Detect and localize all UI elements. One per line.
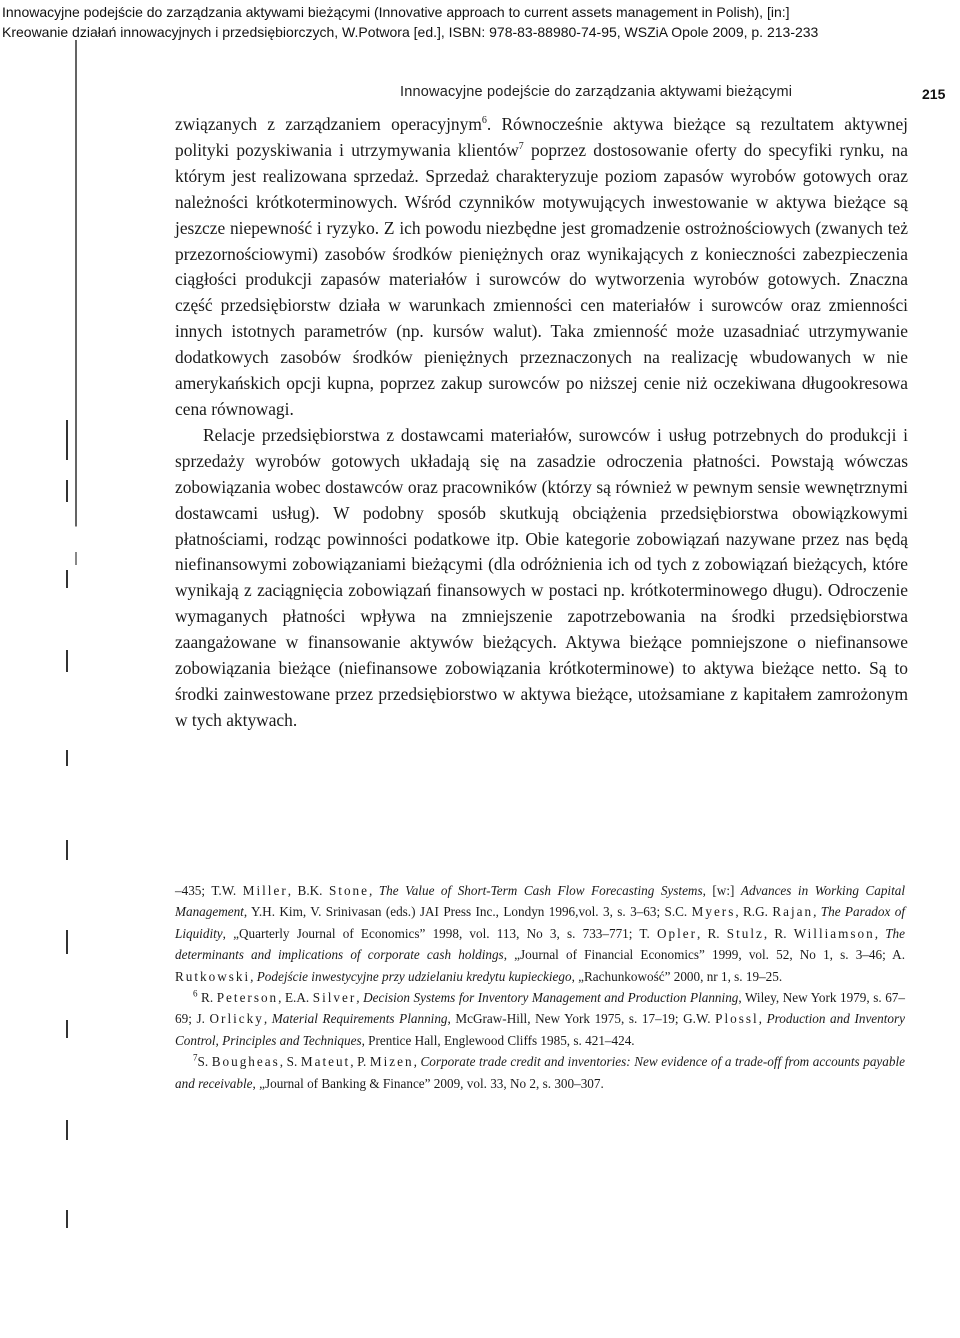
footnotes xyxy=(175,880,905,1094)
citation-line-2: Kreowanie działań innowacyjnych i przedsiębiorczych, W.Potwora [ed.], ISBN: 978-83-88980-74-95, WSZiA Opole 2009, p. 213-233 xyxy=(2,24,819,40)
footnote-7: $^7$S. Bougheas, S. Mateut, P. Mizen, Corporate trade credit and inventories: New evidence of a trade-off from accounts payable and receivable, „Journal of Banking & Finance” 2009, vol. 33, No 2, s. 300–307. xyxy=(175,1052,905,1091)
paragraph-1-part-c: poprzez dostosowanie oferty do specyfiki rynku, na którym jest realizowana sprzedaż. Sprzedaż charakteryzuje poziom zapasów wyrobów gotowych oraz należności krótkoterminowych. Wśród czynników motywujących inwestowanie w aktywa bieżące są jeszcze niepewność i ryzyko. Z ich powodu niezbędne jest gromadzenie ostrożnościowych (zwanych też przezornościowymi) zasobów środków pieniężnych oraz wynikających z konieczności zabezpieczenia ciągłości produkcji zapasów materiałów i surowców do wytworzenia wyrobów gotowych. Znaczna część przedsiębiorstw działa w warunkach zmienności cen materiałów i surowców oraz zmienności innych istotnych parametrów (np. kursów walut). Taka zmienność może uzasadniać utrzymywanie dodatkowych zasobów środków pieniężnych przeznaczonych na realizację wbudowanych w nie amerykańskich opcji kupna, poprzez zakup surowców po niższej cenie niż oczekiwana długookresowa cena równowagi. xyxy=(175,139,908,419)
paragraph-2: Relacje przedsiębiorstwa z dostawcami materiałów, surowców i usług potrzebnych do produkcji i sprzedaży wyrobów gotowych układają się na zasadzie odroczenia płatności. Powstają wówczas zobowiązania wobec dostawców oraz pracowników (którzy są również w pewnym sensie wewnętrznymi dostawcami usług). W podobny sposób skutkują obciążenia przedsiębiorstwa obowiązkowymi płatnościami, rodząc powinności podatkowe itp. Obie kategorie zobowiązań nazywane przez nas będą niefinansowymi zobowiązaniami bieżącymi (dla odróżnienia ich od tych z zobowiązań bieżących, które wynikają z zaciągnięcia zobowiązań finansowych w postaci np. krótkoterminowego długu). Odroczenie wymaganych płatności wpływa na zmniejszenie zapotrzebowania na środki przedsiębiorstwa zaangażowane w finansowanie aktywów bieżących. Aktywa bieżące pomniejszone o niefinansowe zobowiązania bieżące (niefinansowe zobowiązania krótkoterminowe) to aktywa bieżące netto. Są to środki zainwestowane przez przedsiębiorstwo w aktywa bieżące, utożsamiane z kapitałem zamrożonym w tych aktywach. xyxy=(175,424,908,730)
footnote-5-continued: –435; T.W. Miller, B.K. Stone, The Value of Short-Term Cash Flow Forecasting Systems, [w:] Advances in Working Capital Management, Y.H. Kim, V. Srinivasan (eds.) JAI Press Inc., Londyn 1996,vol. 3, s. 3–63; S.C. Myers, R.G. Rajan, The Paradox of Liquidity, „Quarterly Journal of Economics” 1998, vol. 113, No 3, s. 733–771; T. Opler, R. Stulz, R. Williamson, The determinants and implications of corporate cash holdings, „Journal of Financial Economics” 1999, vol. 52, No 1, s. 3–46; A. Rutkowski, Podejście inwestycyjne przy udzielaniu kredytu kupieckiego, „Rachunkowość” 2000, nr 1, s. 19–25. xyxy=(175,883,906,984)
paragraph-1-part-a: związanych z zarządzaniem operacyjnym xyxy=(175,114,482,134)
footnote-6: $^6$ R. Peterson, E.A. Silver, Decision Systems for Inventory Management and Production Planning, Wiley, New York 1979, s. 67–69; J. Orlicky, Material Requirements Planning, McGraw-Hill, New York 1975, s. 17–19; G.W. Plossl, Production and Inventory Control, Principles and Techniques, Prentice Hall, Englewood Cliffs 1985, s. 421–424. xyxy=(175,988,905,1048)
main-text xyxy=(175,112,908,734)
running-header: Innowacyjne podejście do zarządzania aktywami bieżącymi xyxy=(400,84,793,100)
paragraph-1-part-b: . Równocześnie aktywa bieżące są rezultatem aktywnej polityki pozyskiwania i utrzymywania klientów xyxy=(175,114,908,160)
scan-margin-marks xyxy=(66,420,80,1320)
source-citation xyxy=(2,2,957,42)
page-number: 215 xyxy=(922,86,946,102)
footnote-6-number: 6 xyxy=(193,988,198,999)
paragraph-1 xyxy=(175,112,908,423)
footnote-ref-6: 6 xyxy=(481,115,487,127)
footnote-7-number: 7 xyxy=(193,1052,198,1063)
footnote-ref-7: 7 xyxy=(518,141,524,153)
citation-line-1: Innowacyjne podejście do zarządzania aktywami bieżącymi (Innovative approach to current assets management in Polish), [in:] xyxy=(2,4,790,20)
